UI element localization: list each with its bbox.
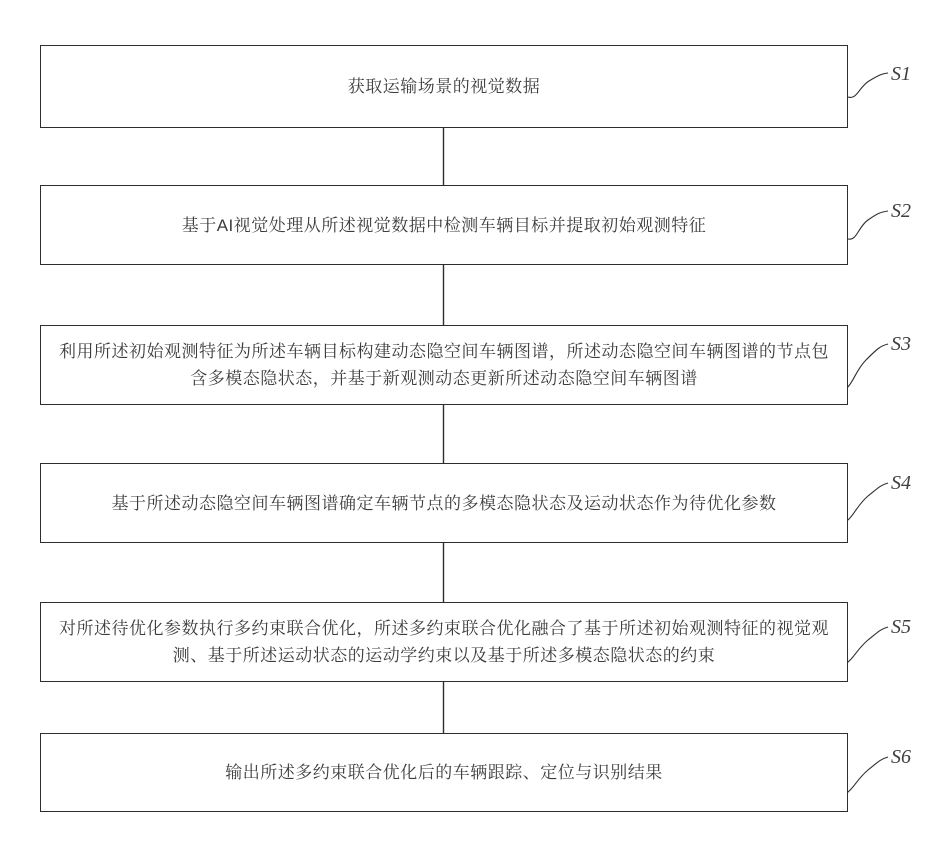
leader-line-s1 bbox=[848, 73, 888, 97]
step-label-s1: S1 bbox=[891, 63, 911, 85]
step-box-s4 bbox=[40, 463, 848, 543]
step-box-s6 bbox=[40, 733, 848, 812]
step-label-s2: S2 bbox=[891, 200, 911, 222]
step-text-s3: 利用所述初始观测特征为所述车辆目标构建动态隐空间车辆图谱，所述动态隐空间车辆图谱的节点包 含多模态隐状态，并基于新观测动态更新所述动态隐空间车辆图谱 bbox=[59, 342, 829, 388]
leader-line-s2 bbox=[848, 211, 888, 239]
step-label-s6: S6 bbox=[891, 746, 911, 768]
step-box-s1 bbox=[40, 45, 848, 128]
leader-line-s5 bbox=[844, 627, 888, 665]
step-text-s6: 输出所述多约束联合优化后的车辆跟踪、定位与识别结果 bbox=[225, 763, 663, 782]
leader-line-s6 bbox=[844, 757, 888, 795]
step-label-s5: S5 bbox=[891, 616, 911, 638]
step-box-s2 bbox=[40, 185, 848, 265]
step-text-s2: 基于AI视觉处理从所述视觉数据中检测车辆目标并提取初始观测特征 bbox=[181, 215, 707, 235]
step-box-s5 bbox=[40, 602, 848, 682]
step-label-s3: S3 bbox=[891, 333, 911, 355]
step-text-s5: 对所述待优化参数执行多约束联合优化，所述多约束联合优化融合了基于所述初始观测特征的视觉观 测、基于所述运动状态的运动学约束以及基于所述多模态隐状态的约束 bbox=[59, 619, 829, 665]
step-box-s3 bbox=[40, 325, 848, 405]
step-text-s4: 基于所述动态隐空间车辆图谱确定车辆节点的多模态隐状态及运动状态作为待优化参数 bbox=[111, 493, 777, 513]
leader-line-s3 bbox=[844, 344, 888, 390]
leader-line-s4 bbox=[844, 483, 888, 523]
step-text-s1: 获取运输场景的视觉数据 bbox=[347, 77, 541, 96]
step-label-s4: S4 bbox=[891, 472, 911, 494]
